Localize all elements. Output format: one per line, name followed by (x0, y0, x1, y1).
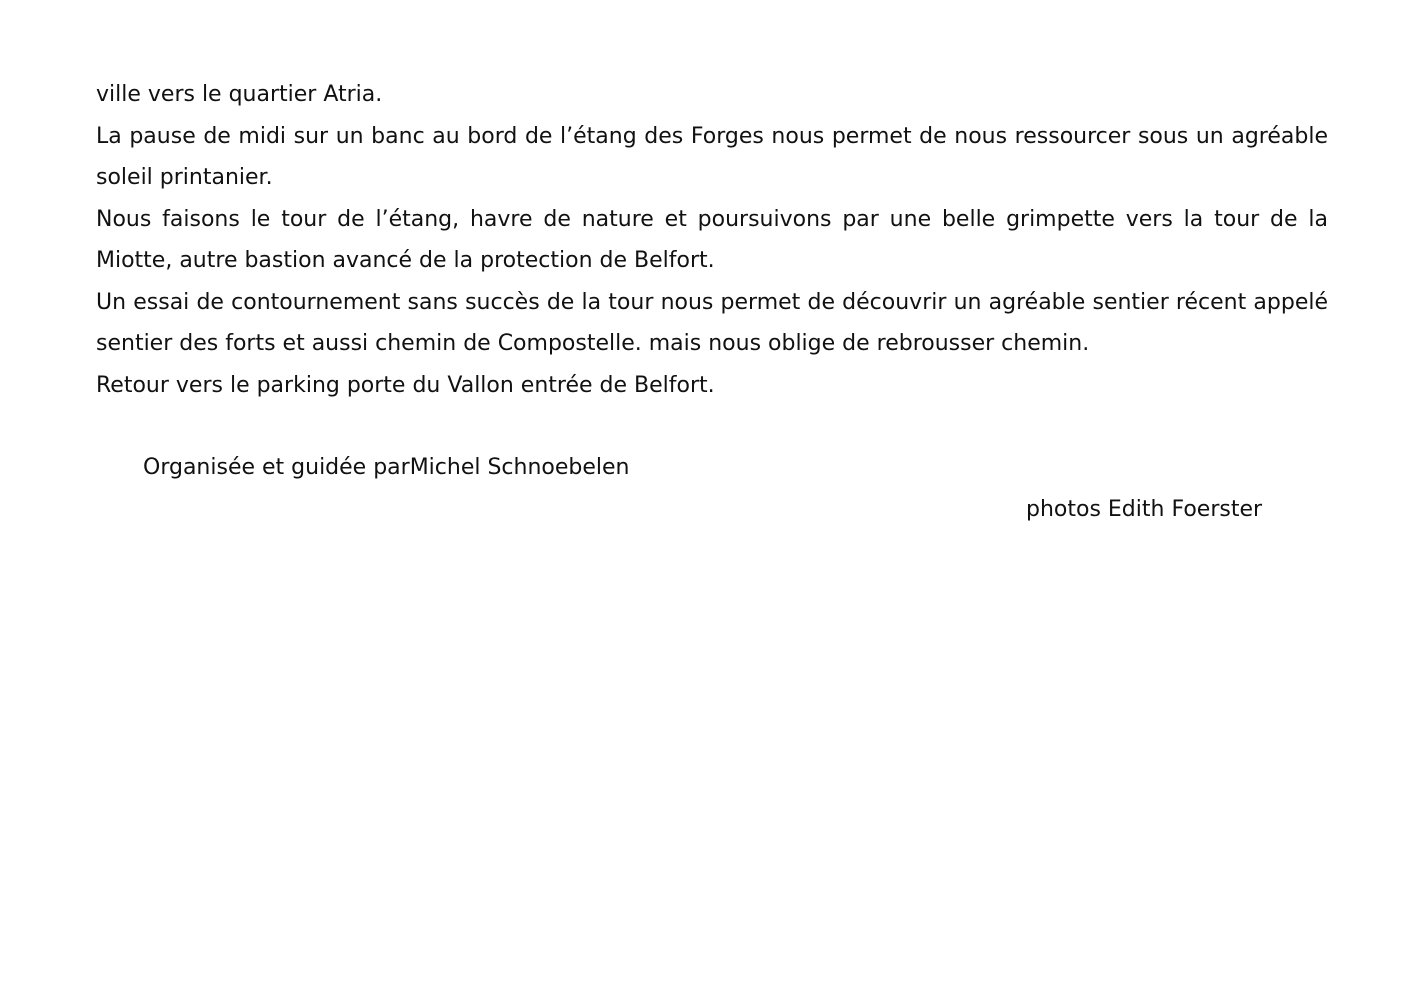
paragraph-detour: Un essai de contournement sans succès de la tour nous permet de découvrir un agréable sentier récent appelé sentier des forts et aussi chemin de Compostelle. mais nous oblige de rebrousser chemin. (96, 289, 1328, 356)
body-text (96, 74, 1328, 406)
paragraph-continuation: ville vers le quartier Atria. (96, 82, 383, 107)
paragraph-pond-tour: Nous faisons le tour de l’étang, havre de nature et poursuivons par une belle grimpette vers la tour de la Miotte, autre bastion avancé de la protection de Belfort. (96, 206, 1328, 273)
paragraph-lunch-break: La pause de midi sur un banc au bord de l’étang des Forges nous permet de nous ressourcer sous un agréable soleil printanier. (96, 123, 1328, 190)
paragraph-return: Retour vers le parking porte du Vallon entrée de Belfort. (96, 372, 715, 398)
photo-credit: photos Edith Foerster (1026, 497, 1263, 522)
organizer-credit: Organisée et guidée parMichel Schnoebelen (143, 455, 630, 480)
